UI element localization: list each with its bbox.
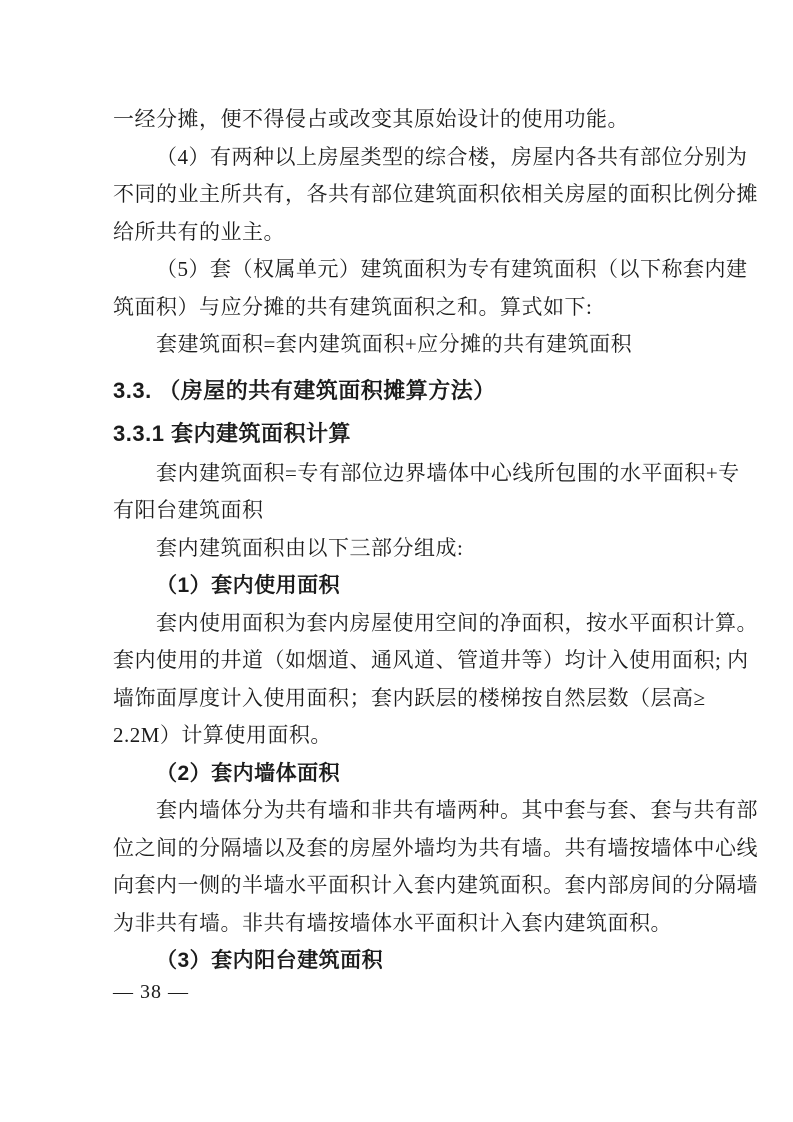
subheading-item-3: （3）套内阳台建筑面积 xyxy=(156,949,384,972)
formula-line: 套内建筑面积=专有部位边界墙体中心线所包围的水平面积+专 xyxy=(156,460,740,485)
paragraph-line: 墙饰面厚度计入使用面积；套内跃层的楼梯按自然层数（层高≥ xyxy=(113,685,706,710)
section-heading-3-3-1: 3.3.1 套内建筑面积计算 xyxy=(113,421,352,446)
paragraph-line: 套内使用的井道（如烟道、通风道、管道井等）均计入使用面积; 内 xyxy=(113,648,749,672)
paragraph-line: （4）有两种以上房屋类型的综合楼，房屋内各共有部位分别为 xyxy=(156,144,748,169)
formula-line: 套建筑面积=套内建筑面积+应分摊的共有建筑面积 xyxy=(156,332,633,356)
paragraph-line: 有阳台建筑面积 xyxy=(113,498,264,522)
page-number: — 38 — xyxy=(113,980,189,1003)
subheading-item-2: （2）套内墙体面积 xyxy=(156,761,341,785)
paragraph-line: （5）套（权属单元）建筑面积为专有建筑面积（以下称套内建 xyxy=(156,257,748,281)
paragraph-line: 套内使用面积为套内房屋使用空间的净面积，按水平面积计算。 xyxy=(156,610,758,635)
paragraph-line: 给所共有的业主。 xyxy=(113,219,285,244)
paragraph-line: 为非共有墙。非共有墙按墙体水平面积计入套内建筑面积。 xyxy=(113,910,672,935)
subheading-item-1: （1）套内使用面积 xyxy=(156,574,341,597)
paragraph-line: 向套内一侧的半墙水平面积计入套内建筑面积。套内部房间的分隔墙 xyxy=(113,873,758,897)
section-heading-3-3: 3.3. （房屋的共有建筑面积摊算方法） xyxy=(113,377,496,403)
paragraph-line: 一经分摊，便不得侵占或改变其原始设计的使用功能。 xyxy=(113,107,629,131)
paragraph-line: 套内墙体分为共有墙和非共有墙两种。其中套与套、套与共有部 xyxy=(156,798,758,822)
paragraph-line: 不同的业主所共有，各共有部位建筑面积依相关房屋的面积比例分摊 xyxy=(113,182,758,206)
paragraph-line: 2.2M）计算使用面积。 xyxy=(113,723,332,747)
paragraph-line: 套内建筑面积由以下三部分组成: xyxy=(156,535,464,560)
paragraph-line: 筑面积）与应分摊的共有建筑面积之和。算式如下: xyxy=(113,294,593,319)
paragraph-line: 位之间的分隔墙以及套的房屋外墙均为共有墙。共有墙按墙体中心线 xyxy=(113,835,758,860)
